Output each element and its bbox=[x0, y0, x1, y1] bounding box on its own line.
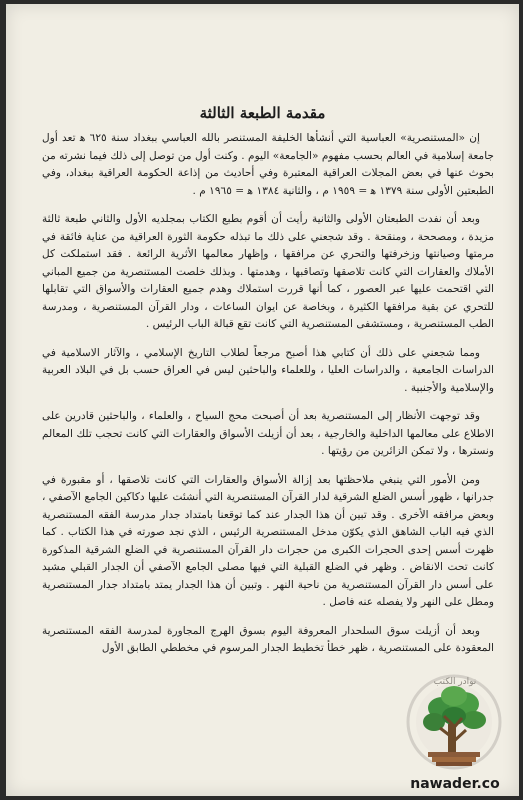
paragraph: ومما شجعني على ذلك أن كتابي هذا أصبح مرجعاً لطلاب التاريخ الإسلامي ، والآثار الاسلامية في الدراسات الجامعية ، والدراسات العليا ، وللعلماء والباحثين ليس في العراق حسب بل في البلاد العربية والإسلامية والأجنبية . bbox=[42, 346, 494, 394]
paragraph: ومن الأمور التي ينبغي ملاحظتها بعد إزالة الأسواق والعقارات التي كانت تلاصقها ، أو مقبورة في جدرانها ، ظهور أسس الضلع الشرقية لدار القرآن المستنصرية التي أنشئت عليها دكاكين الجامع الآصفي ، وبعض مرافقه الأخرى . وقد تبين أن هذا الجدار عند كما توقعنا بامتداد جدار مدرسة الفقه المستنصرية الذي فيه الباب الشاهق الذي يكوّن مدخل المستنصرية الرئيس ، الذي نجد صورته في هذا الكتاب . كما ظهرت أسس إحدى الحجرات الكبرى من حجرات دار القرآن المستنصرية في الضلع الشرقية المذكورة كانت تحت الانقاض . وظهر في الضلع القبلية التي فيها مصلى الجامع الآصفي أن الجدار القبلي مشيد على أسس دار القرآن المستنصرية من ناحية النهر . وتبين أن هذا الجدار يمتد بامتداد جدار المستنصرية ومطل على النهر ولا يفصله عنه فاصل . bbox=[42, 473, 494, 608]
seal-text bbox=[396, 672, 514, 772]
paragraph: وقد توجهت الأنظار إلى المستنصرية بعد أن أصبحت محج السياح ، والعلماء ، والباحثين قادرين على الاطلاع على معالمها الداخلية والخارجية ، بعد أن أزيلت الأسواق والعقارات التي كانت تحجب تلك المعالم ونسترها ، ولا تمكن الزائرين من رؤيتها . bbox=[42, 410, 494, 457]
page-title: مقدمة الطبعة الثالثة bbox=[199, 104, 326, 122]
site-watermark-text: nawader.co bbox=[410, 776, 500, 792]
svg-text:نوادر الكتب: نوادر الكتب bbox=[433, 677, 477, 687]
watermark bbox=[396, 672, 514, 796]
paragraph: وبعد أن أزيلت سوق السلحدار المعروفة اليوم بسوق الهرج المجاورة لمدرسة الفقه المستنصرية المعقودة على المستنصرية ، ظهر خطأ تخطيط الجدار المرسوم في مخططي الطابق الأول bbox=[42, 624, 494, 654]
document-page bbox=[6, 4, 519, 796]
document-body bbox=[42, 130, 494, 669]
paragraph: إن «المستنصرية» العباسية التي أنشأها الخليفة المستنصر بالله العباسي ببغداد سنة ٦٢٥ ﻫ تعد أول جامعة إسلامية في العالم بحسب مفهوم «الجامعة» اليوم . وكنت أول من توصل إلى ذلك فيما نشرته من بحوث عنها في بعض المجلات العراقية المعتبرة وفي أحاديث من إذاعة الحكومة العراقية ببغداد، وفي الطبعتين الأولى سنة ١٣٧٩ ﻫ = ١٩٥٩ م ، والثانية ١٣٨٤ ﻫ = ١٩٦٥ م . bbox=[42, 132, 494, 197]
paragraph: وبعد أن نفدت الطبعتان الأولى والثانية رأيت أن أقوم بطبع الكتاب بمجلديه الأول والثاني طبعة ثالثة مزيدة ، ومصححة ، ومنقحة . وقد شجعني على ذلك ما تبذله حكومة الثورة العراقية من عناية فائقة في مرمتها وصيانتها وزخرفتها والتحري عن مرافقها ، وإظهار معالمها الأثرية الرائعة . فقد استملكت كل الأملاك والعقارات التي كانت تلاصقها وتصاقبها ، وهدمتها . وبذلك خلصت المستنصرية من جميع المباني التي اقتحمت عليها عبر العصور ، كما أنها قررت استملاك وهدم جميع العقارات والأسواق التي تقابلها للتحري عن بقية مرافقها الكثيرة ، وبخاصة عن ايوان الساعات ، ودار القرآن المستنصرية ، ومدرسة الطب المستنصرية ، ومستشفى المستنصرية التي كانت تقع قبالة الباب الرئيس . bbox=[42, 213, 494, 330]
